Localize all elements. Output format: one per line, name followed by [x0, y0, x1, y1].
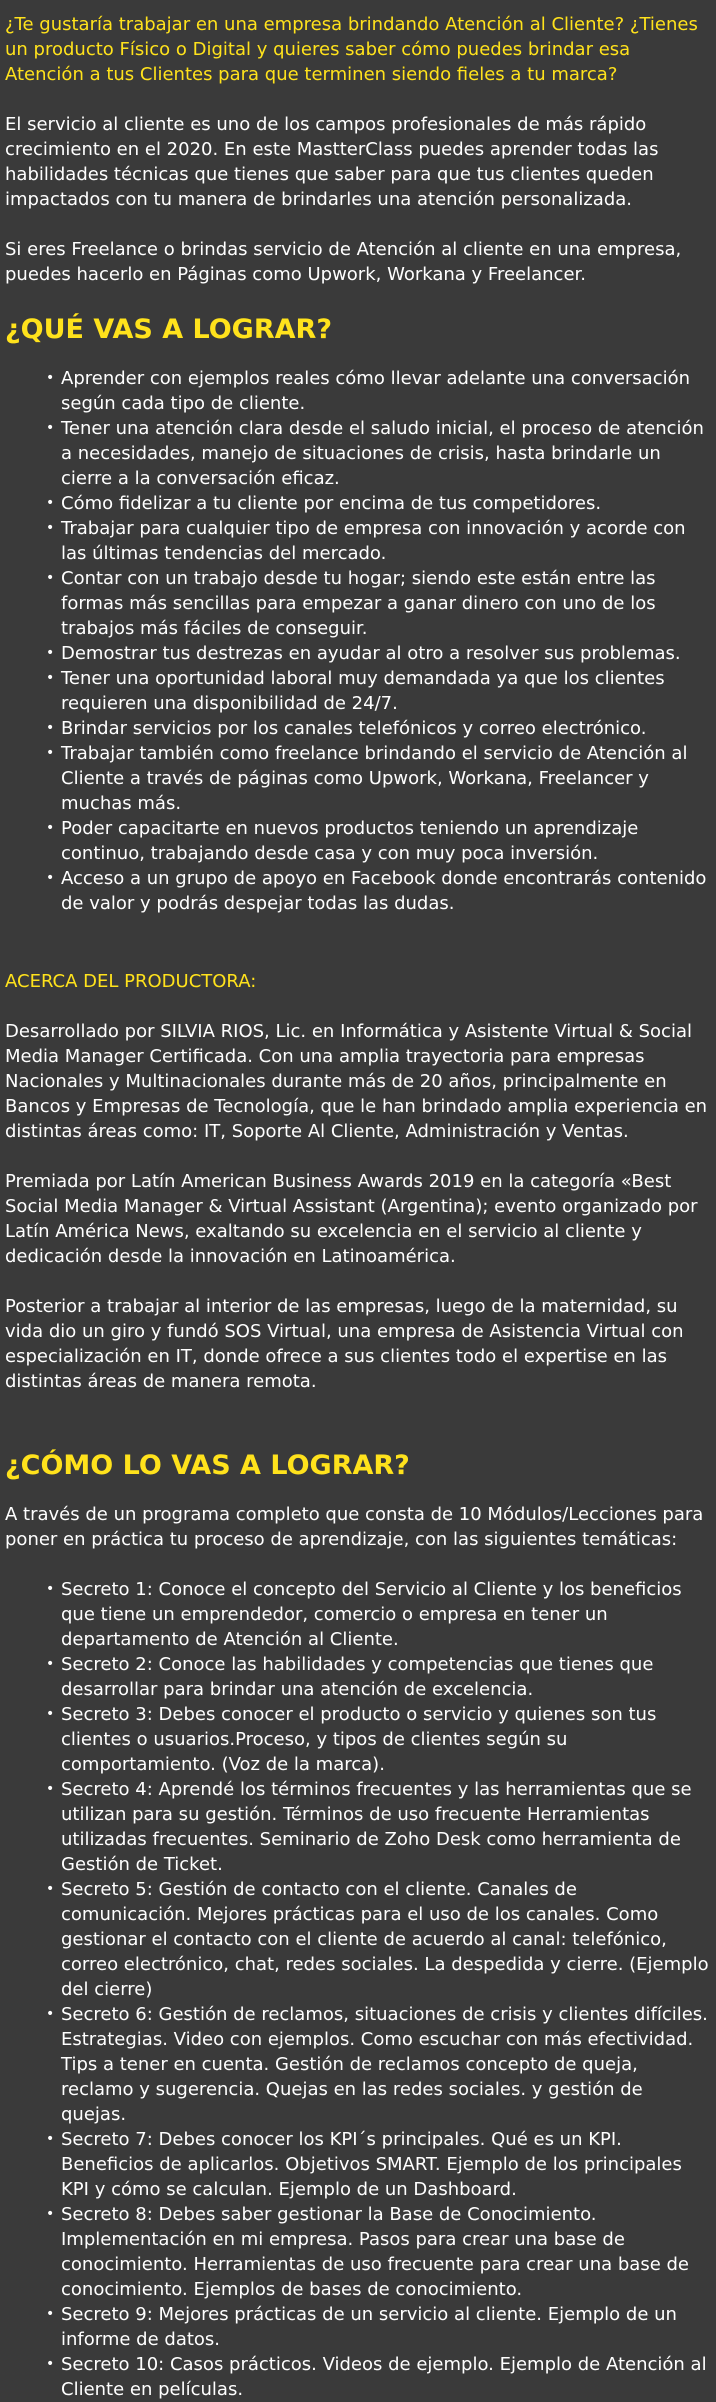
intro-paragraph: El servicio al cliente es uno de los campos profesionales de más rápido crecimiento en el 2020. En este MastterClass puedes aprender todas las habilidades técnicas que tienes que saber para que tus clientes queden impactados con tu manera de brindarles una atención personalizada. [5, 114, 659, 210]
section-heading-que-vas-a-lograr: ¿QUÉ VAS A LOGRAR? [5, 314, 332, 345]
list-item: • Secreto 6: Gestión de reclamos, situaciones de crisis y clientes difíciles. Estrategias. Video con ejemplos. Como escuchar con más efectividad. Tips a tener en cuenta. Gestión de reclamos concepto de queja, reclamo y sugerencia. Quejas en las redes sociales. y gestión de quejas. [57, 2002, 709, 2127]
list-item: • Secreto 1: Conoce el concepto del Servicio al Cliente y los beneficios que tiene un emprendedor, comercio o empresa en tener un departamento de Atención al Cliente. [57, 1577, 709, 1652]
list-item: • Secreto 2: Conoce las habilidades y competencias que tienes que desarrollar para brindar una atención de excelencia. [57, 1652, 709, 1702]
list-item: • Secreto 7: Debes conocer los KPI´s principales. Qué es un KPI. Beneficios de aplicarlos. Objetivos SMART. Ejemplo de los principales KPI y cómo se calculan. Ejemplo de un Dashboard. [57, 2127, 709, 2202]
list-item: • Demostrar tus destrezas en ayudar al otro a resolver sus problemas. [57, 641, 709, 666]
list-item: • Poder capacitarte en nuevos productos teniendo un aprendizaje continuo, trabajando desde casa y con muy poca inversión. [57, 816, 709, 866]
section-spacer [5, 1419, 709, 1448]
list-item: • Aprender con ejemplos reales cómo llevar adelante una conversación según cada tipo de cliente. [57, 366, 709, 416]
list-item: • Secreto 3: Debes conocer el producto o servicio y quienes son tus clientes o usuarios.Proceso, y tipos de clientes según su comportamiento. (Voz de la marca). [57, 1702, 709, 1777]
list-item: • Secreto 4: Aprendé los términos frecuentes y las herramientas que se utilizan para su gestión. Términos de uso frecuente Herramientas utilizadas frecuentes. Seminario de Zoho Desk como herramienta de Gestión de Ticket. [57, 1777, 709, 1877]
list-item: • Trabajar para cualquier tipo de empresa con innovación y acorde con las últimas tendencias del mercado. [57, 516, 709, 566]
list-item: • Brindar servicios por los canales telefónicos y correo electrónico. [57, 716, 709, 741]
acerca-paragraph: Premiada por Latín American Business Awards 2019 en la categoría «Best Social Media Manager & Virtual Assistant (Argentina); evento organizado por Latín América News, exaltando su excelencia en el servicio al cliente y dedicación desde la innovación en Latinoamérica. [5, 1171, 698, 1267]
acerca-paragraph: Posterior a trabajar al interior de las empresas, luego de la maternidad, su vida dio un giro y fundó SOS Virtual, una empresa de Asistencia Virtual con especialización en IT, donde ofrece a sus clientes todo el expertise en las distintas áreas de manera remota. [5, 1296, 684, 1392]
section-spacer [5, 944, 709, 969]
intro-question: ¿Te gustaría trabajar en una empresa brindando Atención al Cliente? ¿Tienes un producto Físico o Digital y quieres saber cómo puedes brindar esa Atención a tus Clientes para que terminen siendo fieles a tu marca? [5, 14, 698, 85]
list-item: • Secreto 8: Debes saber gestionar la Base de Conocimiento. Implementación en mi empresa. Pasos para crear una base de conocimiento. Herramientas de uso frecuente para crear una base de conocimiento. Ejemplos de bases de conocimiento. [57, 2202, 709, 2302]
benefits-list [5, 366, 709, 916]
list-item: • Contar con un trabajo desde tu hogar; siendo este están entre las formas más sencillas para empezar a ganar dinero con uno de los trabajos más fáciles de conseguir. [57, 566, 709, 641]
list-item: • Secreto 10: Casos prácticos. Videos de ejemplo. Ejemplo de Atención al Cliente en películas. [57, 2352, 709, 2402]
modules-list [5, 1577, 709, 2402]
list-item: • Secreto 9: Mejores prácticas de un servicio al cliente. Ejemplo de un informe de datos. [57, 2302, 709, 2352]
acerca-paragraph: Desarrollado por SILVIA RIOS, Lic. en Informática y Asistente Virtual & Social Media Manager Certificada. Con una amplia trayectoria para empresas Nacionales y Multinacionales durante más de 20 años, principalmente en Bancos y Empresas de Tecnología, que le han brindado amplia experiencia en distintas áreas como: IT, Soporte Al Cliente, Administración y Ventas. [5, 1021, 708, 1142]
list-item: • Trabajar también como freelance brindando el servicio de Atención al Cliente a través de páginas como Upwork, Workana, Freelancer y muchas más. [57, 741, 709, 816]
section-heading-como-lo-vas-a-lograr: ¿CÓMO LO VAS A LOGRAR? [5, 1450, 410, 1481]
section-heading-acerca: ACERCA DEL PRODUCTORA: [5, 971, 257, 992]
intro-paragraph: Si eres Freelance o brindas servicio de Atención al cliente en una empresa, puedes hacerlo en Páginas como Upwork, Workana y Freelancer. [5, 239, 682, 285]
list-item: • Tener una atención clara desde el saludo inicial, el proceso de atención a necesidades, manejo de situaciones de crisis, hasta brindarle un cierre a la conversación eficaz. [57, 416, 709, 491]
list-item: • Acceso a un grupo de apoyo en Facebook donde encontrarás contenido de valor y podrás despejar todas las dudas. [57, 866, 709, 916]
program-intro: A través de un programa completo que consta de 10 Módulos/Lecciones para poner en práctica tu proceso de aprendizaje, con las siguientes temáticas: [5, 1504, 704, 1550]
list-item: • Secreto 5: Gestión de contacto con el cliente. Canales de comunicación. Mejores prácticas para el uso de los canales. Como gestionar el contacto con el cliente de acuerdo al canal: telefónico, correo electrónico, chat, redes sociales. La despedida y cierre. (Ejemplo del cierre) [57, 1877, 709, 2002]
list-item: • Tener una oportunidad laboral muy demandada ya que los clientes requieren una disponibilidad de 24/7. [57, 666, 709, 716]
list-item: • Cómo fidelizar a tu cliente por encima de tus competidores. [57, 491, 709, 516]
